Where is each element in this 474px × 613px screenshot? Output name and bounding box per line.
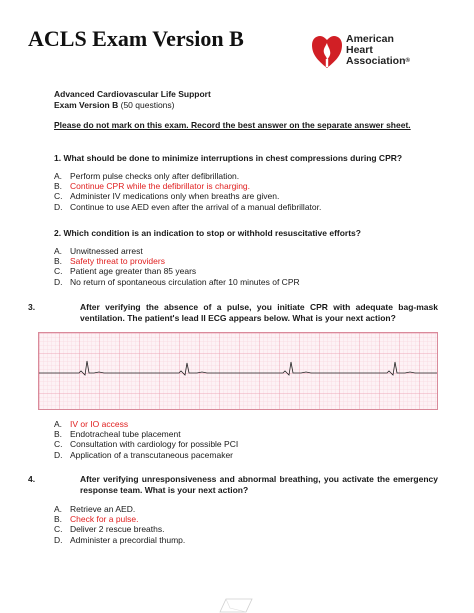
question-2 (54, 228, 361, 287)
option-letter: D. (54, 201, 63, 212)
option-text: No return of spontaneous circulation after 10 minutes of CPR (70, 276, 300, 287)
option-letter: B. (54, 429, 63, 440)
option-text: Retrieve an AED. (70, 504, 136, 514)
exam-header (54, 89, 211, 110)
option-letter: B. (54, 256, 63, 267)
question-2-options (54, 246, 361, 287)
course-name: Advanced Cardiovascular Life Support (54, 89, 211, 99)
logo-line-heart: Heart (346, 44, 373, 56)
question-3-options (54, 419, 238, 460)
document-title: ACLS Exam Version B (28, 26, 244, 51)
option-text: Consultation with cardiology for possible PCI (70, 439, 239, 450)
ecg-rhythm-strip (38, 332, 438, 410)
option-3a-highlighted (54, 419, 238, 429)
option-text: Patient age greater than 85 years (70, 266, 197, 277)
option-text: Endotracheal tube placement (70, 429, 181, 440)
question-2-prompt (54, 228, 361, 239)
question-3-text: After verifying the absence of a pulse, you initiate CPR with adequate bag-mask ventilation. The patient's lead II ECG appears below. What is your next action? (80, 302, 438, 323)
question-count: (50 questions) (118, 99, 175, 110)
option-4a (54, 504, 438, 514)
question-4-options (54, 504, 438, 545)
option-3d (54, 450, 238, 460)
page-curl-icon (218, 596, 254, 613)
option-text: IV or IO access (70, 419, 129, 429)
option-letter: C. (54, 191, 63, 202)
exam-version: Exam Version B (54, 99, 119, 110)
question-3-answers (54, 419, 238, 460)
question-3-number: 3. (28, 302, 36, 312)
question-4-number: 4. (28, 474, 36, 484)
question-2-number: 2. (54, 228, 62, 238)
option-text: Check for a pulse. (70, 514, 139, 525)
option-3b (54, 429, 238, 439)
option-letter: D. (54, 449, 63, 460)
option-text: Safety threat to providers (70, 256, 165, 267)
option-2c (54, 266, 361, 276)
option-text: Perform pulse checks only after defibrillation. (70, 171, 240, 181)
heart-torch-icon (311, 30, 343, 70)
question-3 (28, 302, 438, 324)
option-2d (54, 277, 361, 287)
question-4-text: After verifying unresponsiveness and abnormal breathing, you activate the emergency response team. What is your next action? (80, 474, 438, 495)
option-3c (54, 439, 238, 449)
option-text: Unwitnessed arrest (70, 246, 143, 256)
aha-logo (311, 30, 431, 70)
option-4b-highlighted (54, 514, 438, 524)
registered-mark: ® (405, 58, 410, 64)
option-letter: B. (54, 514, 63, 525)
option-2a (54, 246, 361, 256)
option-letter: A. (54, 419, 63, 429)
question-1-number: 1. (54, 153, 62, 163)
logo-line-american: American (346, 33, 394, 45)
option-letter: D. (54, 276, 63, 287)
question-4 (28, 474, 438, 545)
exam-version-line (54, 100, 211, 111)
question-4-prompt (28, 474, 438, 496)
logo-line-association-text: Association (346, 55, 406, 67)
option-1d (54, 202, 402, 212)
question-1-prompt (54, 153, 402, 164)
option-2b-highlighted (54, 256, 361, 266)
logo-line-association (346, 56, 410, 67)
option-text: Continue to use AED even after the arrival of a manual defibrillator. (70, 201, 322, 212)
option-letter: C. (54, 439, 63, 450)
exam-instruction: Please do not mark on this exam. Record the best answer on the separate answer sheet. (54, 120, 411, 130)
question-1-text: What should be done to minimize interruptions in chest compressions during CPR? (63, 153, 403, 163)
option-letter: B. (54, 181, 63, 192)
option-letter: A. (54, 171, 63, 181)
option-letter: C. (54, 266, 63, 277)
option-letter: A. (54, 504, 63, 514)
option-text: Deliver 2 rescue breaths. (70, 524, 165, 535)
logo-wordmark (346, 34, 410, 67)
option-letter: A. (54, 246, 63, 256)
option-4d (54, 535, 438, 545)
option-letter: D. (54, 534, 63, 545)
option-text: Continue CPR while the defibrillator is charging. (70, 181, 251, 192)
question-1-options (54, 171, 402, 212)
option-1c (54, 191, 402, 201)
option-text: Administer a precordial thump. (70, 534, 186, 545)
option-1a (54, 171, 402, 181)
option-letter: C. (54, 524, 63, 535)
question-1 (54, 153, 402, 212)
option-text: Administer IV medications only when breaths are given. (70, 191, 280, 202)
option-text: Application of a transcutaneous pacemaker (70, 449, 234, 460)
question-2-text: Which condition is an indication to stop or withhold resuscitative efforts? (63, 228, 361, 238)
option-1b-highlighted (54, 181, 402, 191)
question-3-prompt (28, 302, 438, 324)
option-4c (54, 524, 438, 534)
